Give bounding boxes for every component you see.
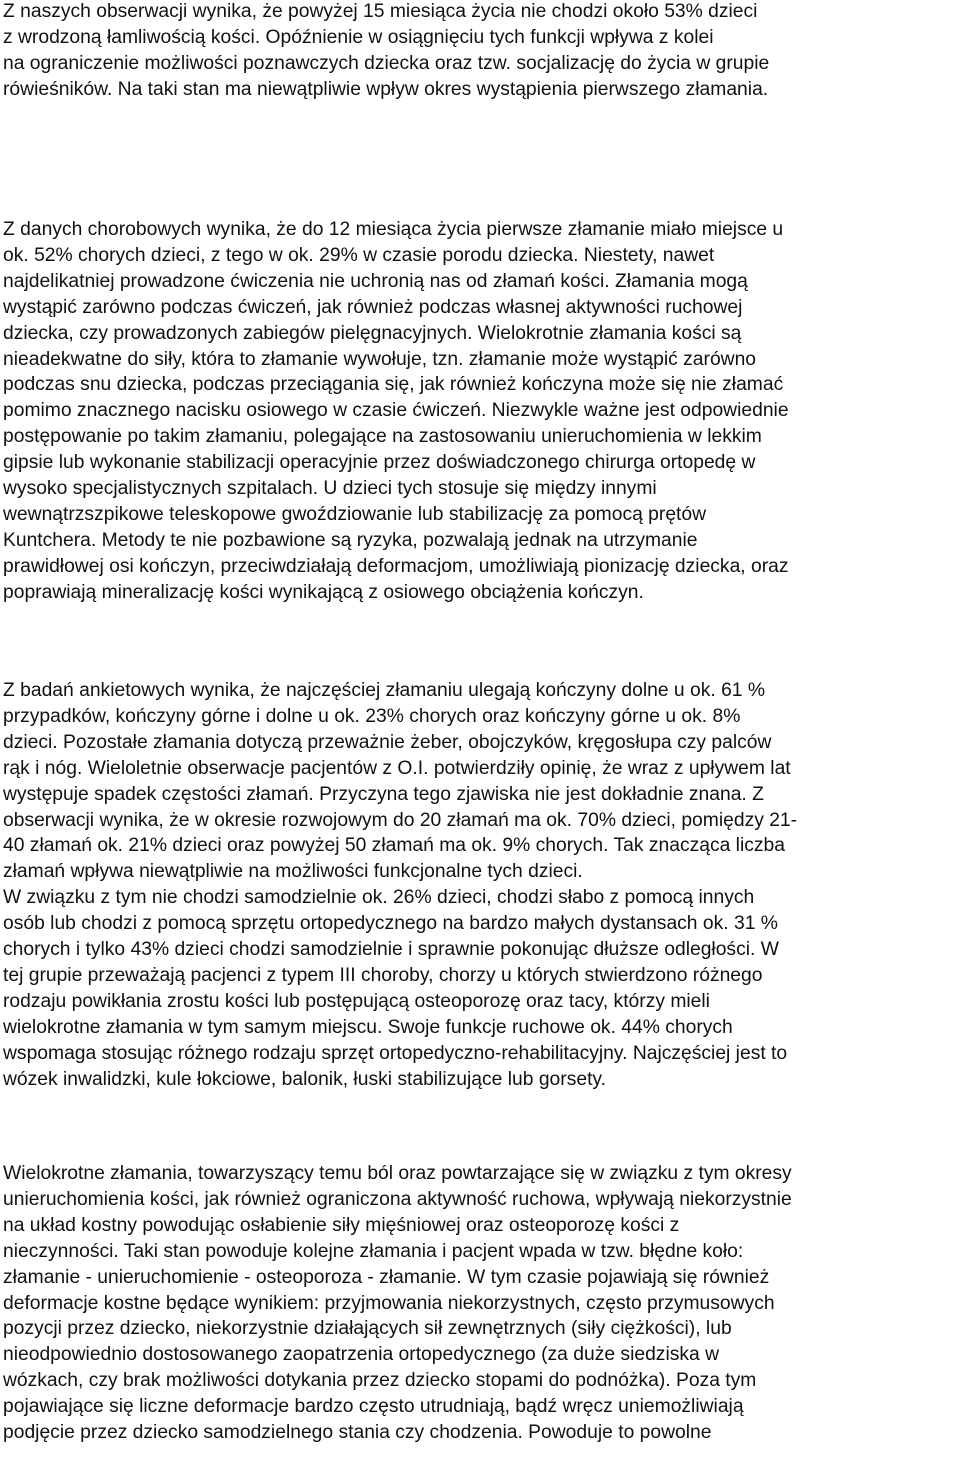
- text-line: wspomaga stosując różnego rodzaju sprzęt ortopedyczno-rehabilitacyjny. Najczęściej jest to: [3, 1042, 788, 1064]
- paragraph-vicious-circle: [3, 1161, 959, 1446]
- text-line: wózek inwalidzki, kule łokciowe, balonik, łuski stabilizujące lub gorsety.: [3, 1068, 606, 1090]
- text-line: unieruchomienia kości, jak również ograniczona aktywność ruchowa, wpływają niekorzystnie: [3, 1188, 792, 1210]
- text-line: na ograniczenie możliwości poznawczych dziecka oraz tzw. socjalizację do życia w grupie: [3, 52, 770, 74]
- text-line: pojawiające się liczne deformacje bardzo często utrudniają, bądź wręcz uniemożliwiają: [3, 1396, 744, 1418]
- text-line: najdelikatniej prowadzone ćwiczenia nie uchronią nas od złamań kości. Złamania mogą: [3, 270, 748, 292]
- text-line: rodzaju powikłania zrostu kości lub postępującą osteoporozę oraz tacy, którzy mieli: [3, 990, 710, 1012]
- text-line: wewnątrzszpikowe teleskopowe gwoździowanie lub stabilizację za pomocą prętów: [3, 503, 707, 525]
- text-line: 40 złamań ok. 21% dzieci oraz powyżej 50 złamań ma ok. 9% chorych. Tak znacząca liczba: [3, 835, 785, 857]
- text-line: osób lub chodzi z pomocą sprzętu ortopedycznego na bardzo małych dystansach ok. 31 %: [3, 913, 778, 935]
- text-line: W związku z tym nie chodzi samodzielnie ok. 26% dzieci, chodzi słabo z pomocą innych: [3, 887, 755, 909]
- paragraph-first-fracture: [3, 217, 959, 606]
- text-line: wysoko specjalistycznych szpitalach. U dzieci tych stosuje się między innymi: [3, 478, 657, 500]
- paragraph-walking-delay: [3, 0, 959, 103]
- text-line: nieczynności. Taki stan powoduje kolejne złamania i pacjent wpada w tzw. błędne koło:: [3, 1240, 744, 1262]
- text-line: pomimo znacznego nacisku osiowego w czasie ćwiczeń. Niezwykle ważne jest odpowiednie: [3, 400, 789, 422]
- text-line: Wielokrotne złamania, towarzyszący temu ból oraz powtarzające się w związku z tym okresy: [3, 1163, 792, 1184]
- text-line: deformacje kostne będące wynikiem: przyjmowania niekorzystnych, często przymusowych: [3, 1292, 775, 1314]
- text-line: gipsie lub wykonanie stabilizacji operacyjnie przez doświadczonego chirurga ortopedę w: [3, 452, 756, 474]
- text-line: chorych i tylko 43% dzieci chodzi samodzielnie i sprawnie pokonując dłuższe odległości. W: [3, 939, 779, 961]
- text-line: Kuntchera. Metody te nie pozbawione są ryzyka, pozwalają jednak na utrzymanie: [3, 529, 698, 551]
- text-line: rąk i nóg. Wieloletnie obserwacje pacjentów z O.I. potwierdziły opinię, że wraz z upływem lat: [3, 757, 791, 779]
- text-line: Z naszych obserwacji wynika, że powyżej 15 miesiąca życia nie chodzi około 53% dzieci: [3, 1, 758, 22]
- text-line: Z danych chorobowych wynika, że do 12 miesiąca życia pierwsze złamanie miało miejsce u: [3, 219, 784, 240]
- text-line: postępowanie po takim złamaniu, polegające na zastosowaniu unieruchomienia w lekkim: [3, 426, 762, 448]
- text-line: rówieśników. Na taki stan ma niewątpliwie wpływ okres wystąpienia pierwszego złamania.: [3, 78, 769, 100]
- text-line: na układ kostny powodując osłabienie siły mięśniowej oraz osteoporozę kości z: [3, 1214, 680, 1236]
- text-line: poprawiają mineralizację kości wynikającą z osiowego obciążenia kończyn.: [3, 581, 644, 603]
- text-line: prawidłowej osi kończyn, przeciwdziałają deformacjom, umożliwiają pionizację dziecka, oraz: [3, 555, 789, 577]
- text-line: dzieci. Pozostałe złamania dotyczą przeważnie żeber, obojczyków, kręgosłupa czy palców: [3, 731, 772, 753]
- text-line: nieadekwatne do siły, która to złamanie wywołuje, tzn. złamanie może wystąpić zarówno: [3, 348, 757, 370]
- text-line: pozycji przez dziecko, niekorzystnie działających sił zewnętrznych (siły ciężkości), lub: [3, 1318, 732, 1340]
- text-line: ok. 52% chorych dzieci, z tego w ok. 29% w czasie porodu dziecka. Niestety, nawet: [3, 244, 715, 266]
- text-line: dziecka, czy prowadzonych zabiegów pielęgnacyjnych. Wielokrotnie złamania kości są: [3, 322, 742, 344]
- text-line: z wrodzoną łamliwością kości. Opóźnienie w osiągnięciu tych funkcji wpływa z kolei: [3, 26, 714, 48]
- text-line: wózkach, czy brak możliwości dotykania przez dziecko stopami do podnóżka). Poza tym: [3, 1370, 757, 1392]
- text-line: przypadków, kończyny górne i dolne u ok. 23% chorych oraz kończyny górne u ok. 8%: [3, 705, 741, 727]
- text-line: obserwacji wynika, że w okresie rozwojowym do 20 złamań ma ok. 70% dzieci, pomiędzy 21-: [3, 809, 798, 831]
- text-line: podczas snu dziecka, podczas przeciągania się, jak również kończyna może się nie złamać: [3, 374, 784, 396]
- text-line: wystąpić zarówno podczas ćwiczeń, jak również podczas własnej aktywności ruchowej: [3, 296, 743, 318]
- text-line: podjęcie przez dziecko samodzielnego stania czy chodzenia. Powoduje to powolne: [3, 1422, 712, 1444]
- text-line: złamań wpływa niewątpliwie na możliwości funkcjonalne tych dzieci.: [3, 861, 583, 883]
- text-line: złamanie - unieruchomienie - osteoporoza - złamanie. W tym czasie pojawiają się również: [3, 1266, 770, 1288]
- text-line: nieodpowiednio dostosowanego zaopatrzenia ortopedycznego (za duże siedziska w: [3, 1344, 720, 1366]
- text-line: wielokrotne złamania w tym samym miejscu. Swoje funkcje ruchowe ok. 44% chorych: [3, 1016, 733, 1038]
- text-line: występuje spadek częstości złamań. Przyczyna tego zjawiska nie jest dokładnie znana. Z: [3, 783, 764, 805]
- text-line: tej grupie przeważają pacjenci z typem III choroby, chorzy u których stwierdzono różnego: [3, 964, 763, 986]
- paragraph-survey-results: [3, 678, 959, 1093]
- text-line: Z badań ankietowych wynika, że najczęściej złamaniu ulegają kończyny dolne u ok. 61 %: [3, 680, 766, 701]
